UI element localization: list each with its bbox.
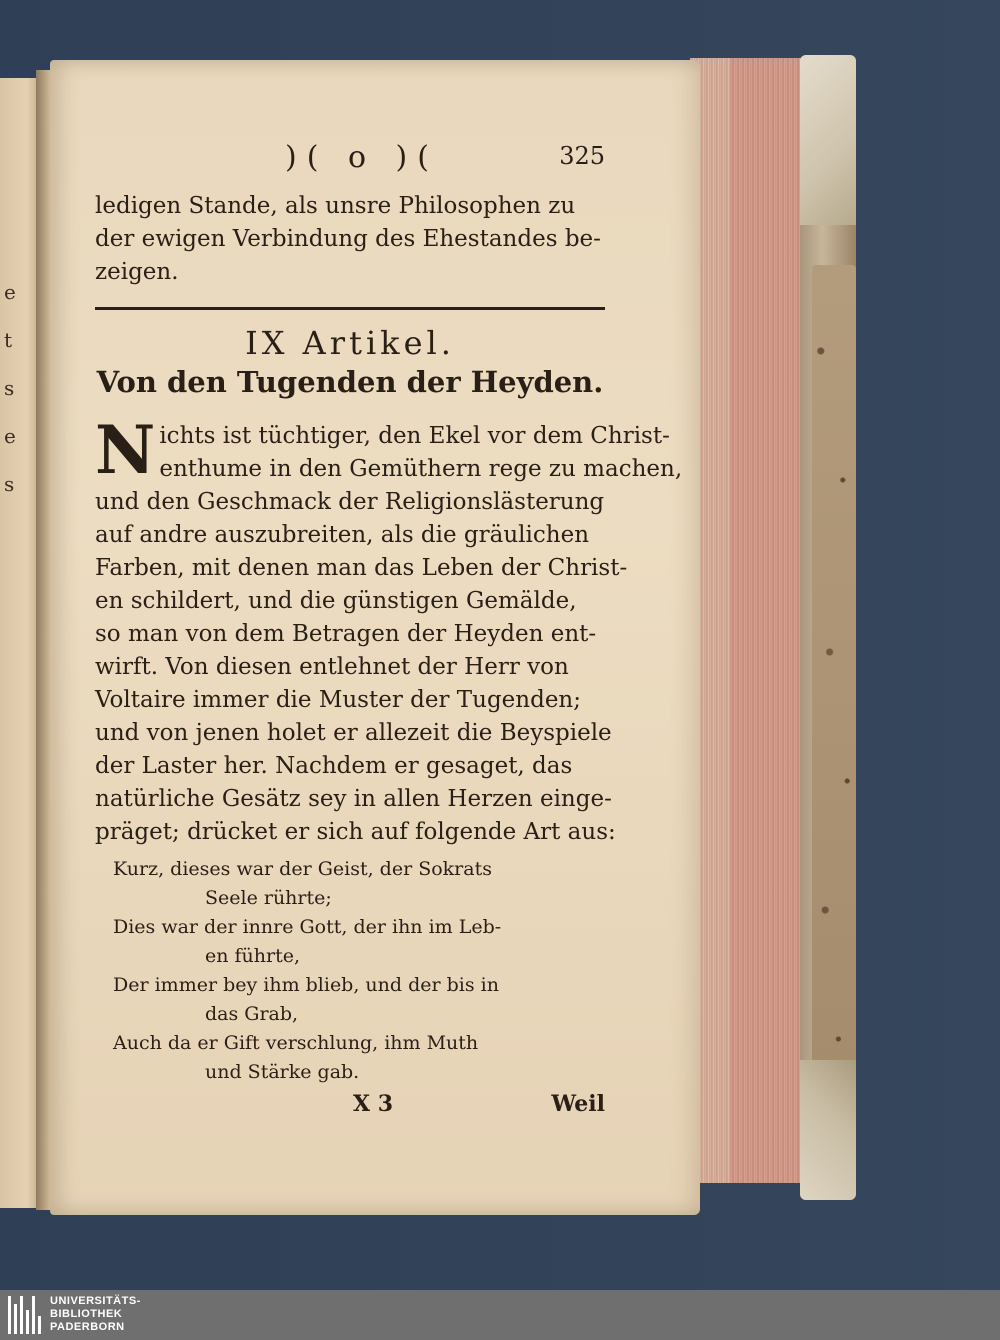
verse-line: Kurz, dieses war der Geist, der Sokrats [113,858,492,880]
catchword: Weil [551,1091,605,1117]
article-heading: IX Artikel. [245,324,455,362]
text-line: zeigen. [95,259,179,285]
intro-text [95,190,605,289]
drop-cap: N [95,411,156,489]
verse-line: Auch da er Gift verschlung, ihm Muth [113,1032,479,1054]
library-footer [0,1290,1000,1340]
page-content [95,140,683,1125]
header-ornament: )( o )( [285,140,439,175]
fragment: t [4,328,13,352]
page-number: 325 [559,142,605,170]
text-line: Farben, mit denen man das Leben der Christ- [95,555,628,581]
text-line: ledigen Stande, als unsre Philosophen zu [95,193,576,219]
text-line: präget; drücket er sich auf folgende Art aus: [95,819,616,845]
library-name [50,1295,141,1334]
text-line: Voltaire immer die Muster der Tugenden; [95,687,581,713]
text-line: enthume in den Gemüthern rege zu machen, [159,456,683,482]
library-name-line: BIBLIOTHEK [50,1308,123,1320]
verse-line: Der immer bey ihm blieb, und der bis in [113,974,499,996]
fragment: s [4,376,15,400]
text-line: en schildert, und die günstigen Gemälde, [95,588,577,614]
page-edges [690,58,810,1183]
main-paragraph [95,411,683,849]
text-line: und den Geschmack der Religionslästerung [95,489,605,515]
article-title: Von den Tugenden der Heyden. [96,365,604,399]
text-line: wirft. Von diesen entlehnet der Herr von [95,654,569,680]
section-rule [95,307,605,310]
library-name-line: UNIVERSITÄTS- [50,1295,141,1307]
verse-line: das Grab, [205,1003,299,1025]
library-name-line: PADERBORN [50,1321,125,1333]
text-line: auf andre auszubreiten, als die gräulichen [95,522,590,548]
text-line: der ewigen Verbindung des Ehestandes be- [95,226,601,252]
fragment: e [4,280,16,304]
fragment: e [4,424,16,448]
text-line: ichts ist tüchtiger, den Ekel vor dem Christ- [159,423,670,449]
cover-corner-top [800,55,856,225]
text-line: so man von dem Betragen der Heyden ent- [95,621,597,647]
text-line: natürliche Gesätz sey in allen Herzen einge- [95,786,612,812]
fragment: s [4,472,15,496]
verse-line: Seele rührte; [205,887,332,909]
book-cover [800,55,856,1200]
marbled-cover [812,265,856,1125]
quoted-verse [95,855,605,1087]
signature-mark: X 3 [353,1091,394,1117]
running-head [95,140,605,190]
catch-line [95,1091,605,1125]
text-line: und von jenen holet er allezeit die Beyspiele [95,720,612,746]
text-line: der Laster her. Nachdem er gesaget, das [95,753,573,779]
verse-line: und Stärke gab. [205,1061,360,1083]
verse-line: en führte, [205,945,301,967]
cover-corner-bottom [800,1060,856,1200]
library-logo-icon [8,1296,42,1334]
previous-page-fragments [4,268,16,508]
previous-page-edge [0,78,40,1208]
verse-line: Dies war der innre Gott, der ihn im Leb- [113,916,502,938]
